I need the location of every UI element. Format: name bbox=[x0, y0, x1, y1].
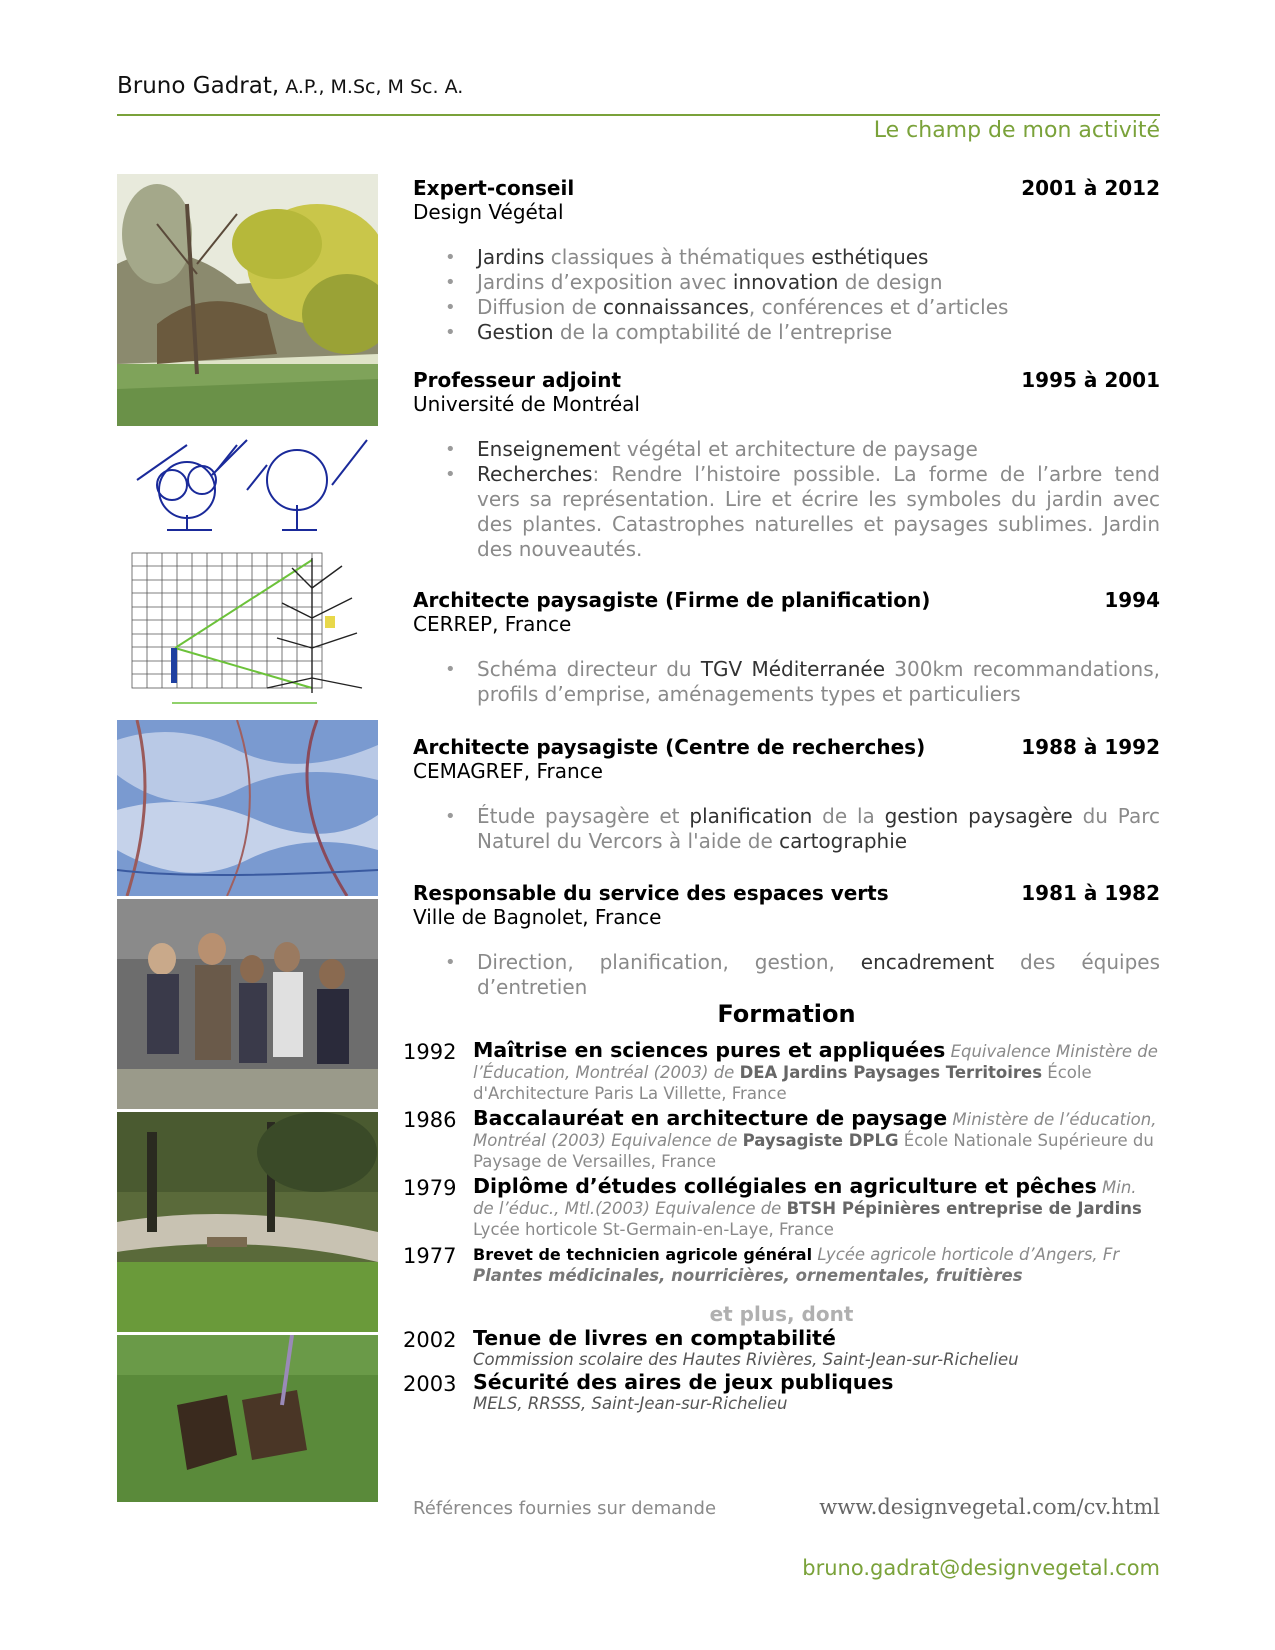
bullet-item bbox=[477, 295, 1160, 320]
bullet-text: encadrement bbox=[860, 950, 995, 974]
bullet-text: Diffusion de bbox=[477, 295, 604, 319]
bullet-text: de design bbox=[838, 270, 943, 294]
formation-description bbox=[473, 1108, 1160, 1172]
more-item bbox=[403, 1372, 1160, 1414]
more-description bbox=[473, 1372, 1160, 1414]
bullet-text: planification bbox=[689, 804, 813, 828]
watercolor-landscape-image bbox=[117, 174, 378, 426]
formation-text: BTSH Pépinières entreprise de Jardins bbox=[786, 1199, 1142, 1218]
bullet-text: Recherches bbox=[477, 462, 593, 486]
job-entry bbox=[413, 588, 1160, 707]
bullet-text: des équipes d’entretien bbox=[477, 950, 1160, 999]
job-organization: CEMAGREF, France bbox=[413, 759, 603, 783]
formation-text: Equivalence Ministère de l’Éducation, Montréal (2003) de bbox=[473, 1042, 1158, 1082]
bullet-text: innovation bbox=[732, 270, 839, 294]
bullet-text: Jardins d’exposition avec bbox=[477, 270, 733, 294]
formation-text: Paysagiste DPLG bbox=[742, 1131, 899, 1150]
formation-text: Brevet de technicien agricole général bbox=[473, 1245, 813, 1264]
more-title: et plus, dont bbox=[709, 1302, 854, 1326]
park-path-image bbox=[117, 1112, 378, 1332]
job-header bbox=[413, 368, 1160, 392]
job-entry bbox=[413, 176, 1160, 345]
map-image bbox=[117, 720, 378, 896]
job-years: 2001 à 2012 bbox=[1021, 176, 1160, 200]
formation-text: Lycée agricole horticole d’Angers, Fr bbox=[812, 1245, 1120, 1264]
formation-text: Maîtrise en sciences pures et appliquées bbox=[473, 1038, 946, 1062]
job-header bbox=[413, 735, 1160, 759]
bullet-text: TGV Méditerranée bbox=[700, 657, 886, 681]
formation-year: 1979 bbox=[403, 1176, 457, 1200]
more-detail: MELS, RRSSS, Saint-Jean-sur-Richelieu bbox=[473, 1394, 788, 1413]
more-detail: Commission scolaire des Hautes Rivières, Saint-Jean-sur-Richelieu bbox=[473, 1350, 1019, 1369]
job-years: 1981 à 1982 bbox=[1021, 881, 1160, 905]
job-entry bbox=[413, 881, 1160, 1000]
experience-section bbox=[413, 176, 1160, 1000]
email-link[interactable]: bruno.gadrat@designvegetal.com bbox=[802, 1556, 1160, 1580]
bullet-item bbox=[477, 245, 1160, 270]
bullet-item bbox=[477, 462, 1160, 562]
formation-description bbox=[473, 1040, 1160, 1104]
more-year: 2002 bbox=[403, 1328, 457, 1352]
bullet-item bbox=[477, 437, 1160, 462]
header-name: Bruno Gadrat, A.P., M.Sc, M Sc. A. bbox=[117, 73, 464, 99]
grid-diagram-image bbox=[117, 548, 378, 713]
bullet-text: connaissances bbox=[603, 295, 749, 319]
job-title: Responsable du service des espaces verts bbox=[413, 881, 889, 905]
more-title-text: Sécurité des aires de jeux publiques bbox=[473, 1370, 894, 1394]
formation-item bbox=[403, 1108, 1160, 1172]
job-title: Professeur adjoint bbox=[413, 368, 622, 392]
job-years: 1988 à 1992 bbox=[1021, 735, 1160, 759]
formation-text: DEA Jardins Paysages Territoires bbox=[739, 1063, 1043, 1082]
bullet-text: gestion paysagère bbox=[884, 804, 1073, 828]
job-bullets bbox=[413, 950, 1160, 1000]
bullet-item bbox=[477, 804, 1160, 854]
formation-text: Min. de l’éduc., Mtl.(2003) Equivalence de bbox=[473, 1178, 1137, 1218]
bullet-text: esthétiques bbox=[811, 245, 929, 269]
bullet-text: Enseignemen bbox=[477, 437, 613, 461]
bullet-text: , conférences et d’articles bbox=[748, 295, 1009, 319]
bullet-text: de la comptabilité de l’entreprise bbox=[553, 320, 893, 344]
formation-year: 1986 bbox=[403, 1108, 457, 1132]
bullet-text: Jardins bbox=[477, 245, 545, 269]
bullet-text: Schéma directeur du bbox=[477, 657, 701, 681]
bullet-item bbox=[477, 270, 1160, 295]
formation-description bbox=[473, 1244, 1160, 1286]
formation-section bbox=[403, 1040, 1160, 1416]
bullet-text: Direction, planification, gestion, bbox=[477, 950, 861, 974]
job-years: 1995 à 2001 bbox=[1021, 368, 1160, 392]
bullet-text: du Parc Naturel du Vercors à l'aide de bbox=[477, 804, 1160, 853]
tree-sketch-image bbox=[117, 430, 378, 540]
bullet-item bbox=[477, 657, 1160, 707]
bullet-text: cartographie bbox=[779, 829, 908, 853]
bullet-text: Gestion bbox=[477, 320, 554, 344]
job-bullets bbox=[413, 804, 1160, 854]
job-header bbox=[413, 881, 1160, 905]
formation-year: 1992 bbox=[403, 1040, 457, 1064]
formation-item bbox=[403, 1040, 1160, 1104]
job-entry bbox=[413, 368, 1160, 562]
job-bullets bbox=[413, 245, 1160, 345]
formation-text: École d'Architecture Paris La Villette, France bbox=[473, 1063, 1092, 1103]
more-year: 2003 bbox=[403, 1372, 457, 1396]
formation-text: Plantes médicinales, nourricières, ornementales, fruitières bbox=[473, 1266, 1023, 1285]
job-organization: Ville de Bagnolet, France bbox=[413, 905, 662, 929]
formation-item bbox=[403, 1176, 1160, 1240]
header-rule bbox=[117, 114, 1160, 116]
formation-item bbox=[403, 1244, 1160, 1286]
formation-text: Lycée horticole St-Germain-en-Laye, France bbox=[473, 1220, 834, 1239]
formation-text: Baccalauréat en architecture de paysage bbox=[473, 1106, 948, 1130]
bullet-text: classiques à thématiques bbox=[544, 245, 812, 269]
job-header bbox=[413, 176, 1160, 200]
formation-year: 1977 bbox=[403, 1244, 457, 1268]
job-header bbox=[413, 588, 1160, 612]
job-organization: Design Végétal bbox=[413, 200, 564, 224]
formation-title: Formation bbox=[717, 1000, 856, 1028]
group-photo-image bbox=[117, 899, 378, 1109]
formation-text: École Nationale Supérieure du Paysage de Versailles, France bbox=[473, 1131, 1154, 1171]
bullet-item bbox=[477, 320, 1160, 345]
bullet-text: de la bbox=[812, 804, 885, 828]
job-title: Architecte paysagiste (Centre de recherches) bbox=[413, 735, 926, 759]
section-title: Le champ de mon activité bbox=[873, 118, 1160, 143]
formation-text: Diplôme d’études collégiales en agriculture et pêches bbox=[473, 1174, 1097, 1198]
job-years: 1994 bbox=[1104, 588, 1160, 612]
job-bullets bbox=[413, 657, 1160, 707]
image-column bbox=[117, 174, 378, 1502]
bullet-text: : Rendre l’histoire possible. La forme de l’arbre tend vers sa représentation. Lire et écrire les symboles du jardin avec des plantes. Catastrophes naturelles et paysages sublimes. Jardin des nouveautés. bbox=[477, 462, 1160, 561]
job-organization: Université de Montréal bbox=[413, 392, 640, 416]
job-bullets bbox=[413, 437, 1160, 562]
job-title: Architecte paysagiste (Firme de planification) bbox=[413, 588, 931, 612]
more-description bbox=[473, 1328, 1160, 1370]
job-entry bbox=[413, 735, 1160, 854]
bullet-text: Étude paysagère et bbox=[477, 804, 690, 828]
formation-description bbox=[473, 1176, 1160, 1240]
job-title: Expert-conseil bbox=[413, 176, 575, 200]
job-organization: CERREP, France bbox=[413, 612, 572, 636]
bullet-text: t végétal et architecture de paysage bbox=[612, 437, 978, 461]
more-title-text: Tenue de livres en comptabilité bbox=[473, 1326, 836, 1350]
formation-text: Ministère de l’éducation, Montréal (2003) Equivalence de bbox=[473, 1110, 1157, 1150]
soil-sample-image bbox=[117, 1335, 378, 1502]
website-link[interactable]: www.designvegetal.com/cv.html bbox=[819, 1495, 1160, 1519]
bullet-text: 300km recommandations, profils d’emprise, aménagements types et particuliers bbox=[477, 657, 1160, 706]
more-item bbox=[403, 1328, 1160, 1370]
references-note: Références fournies sur demande bbox=[413, 1498, 717, 1519]
bullet-item bbox=[477, 950, 1160, 1000]
